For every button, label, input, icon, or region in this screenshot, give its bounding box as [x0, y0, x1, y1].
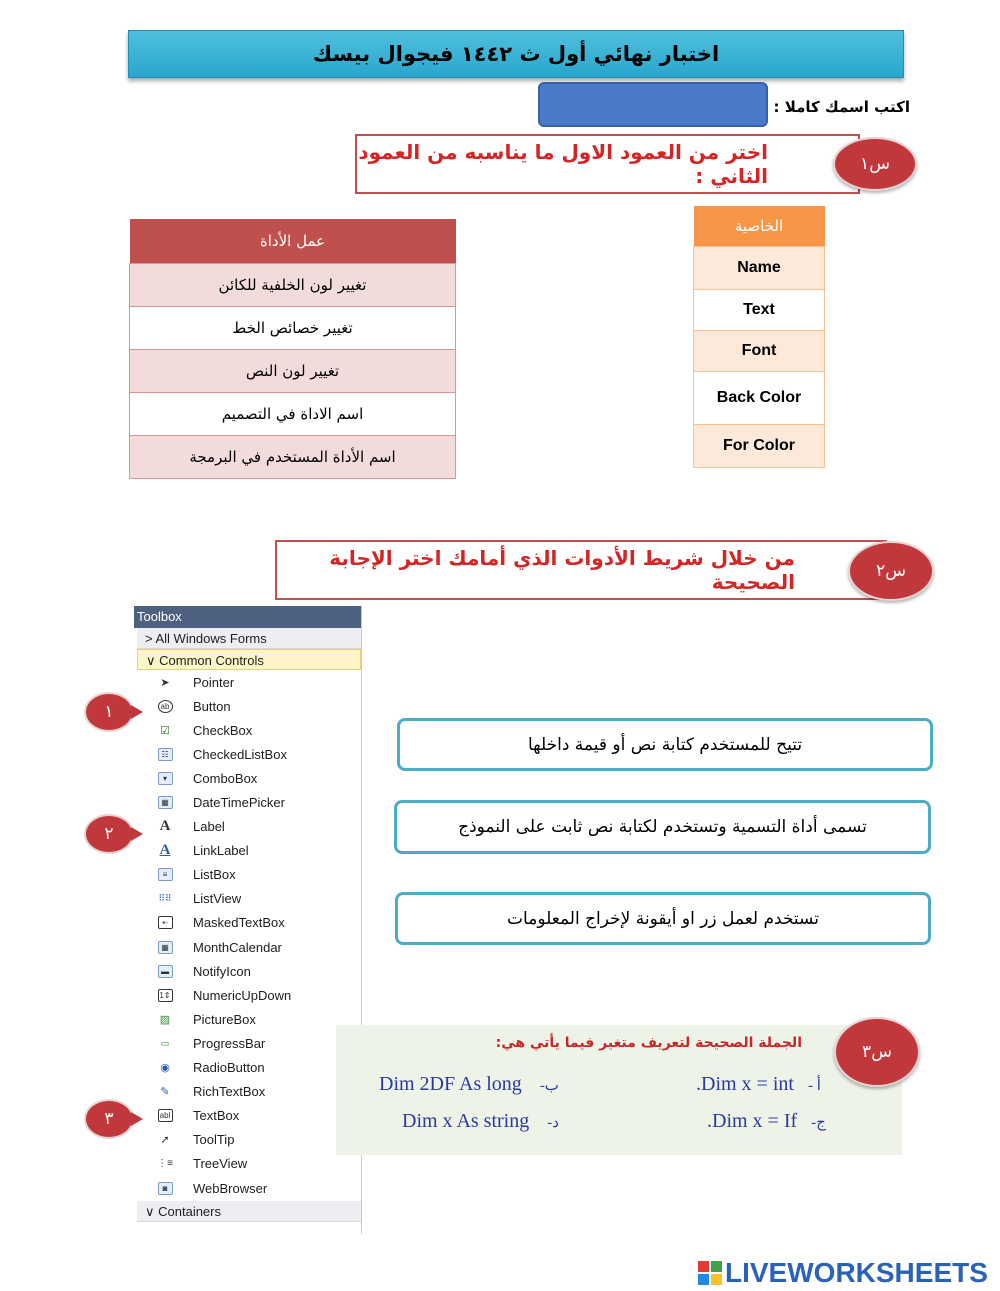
q1-prompt-box	[355, 134, 860, 194]
marker-3	[84, 1099, 143, 1139]
toolbox-item-label: TextBox	[193, 1108, 240, 1124]
toolbox-item-label: Label	[193, 819, 225, 835]
toolbox-item-label: Button	[193, 698, 231, 714]
webbrowser-icon: ◙	[157, 1180, 173, 1196]
progressbar-icon: ▭	[160, 1037, 170, 1048]
toolbox-item-label: PictureBox	[193, 1011, 256, 1027]
monthcalendar-icon: ▦	[157, 939, 173, 955]
property-table-header: الخاصية	[694, 206, 825, 246]
toolbox-item-checkbox[interactable]	[134, 718, 361, 742]
arrow-right-icon	[131, 705, 143, 719]
toolbox-item-treeview[interactable]	[134, 1152, 361, 1176]
radiobutton-icon: ◉	[160, 1062, 170, 1075]
answer-option-2[interactable]: تسمى أداة التسمية وتستخدم لكتابة نص ثابت على النموذج	[394, 800, 931, 854]
name-input[interactable]	[538, 82, 768, 127]
toolbox-item-textbox[interactable]	[134, 1104, 361, 1128]
toolbox-item-label: NumericUpDown	[193, 987, 292, 1003]
toolbox-item-label: RadioButton	[193, 1060, 265, 1076]
q3-option-a-text: .Dim x = int	[696, 1073, 794, 1095]
toolbox-item-label: ListView	[193, 891, 242, 907]
q3-option-a[interactable]	[696, 1073, 821, 1096]
listbox-icon: ≡	[157, 867, 173, 883]
richtextbox-icon: ✎	[160, 1086, 170, 1099]
pointer-icon: ➤	[160, 676, 170, 689]
toolbox-item-maskedtextbox[interactable]	[134, 911, 361, 935]
toolbox-group-all[interactable]: > All Windows Forms	[137, 628, 361, 649]
textbox-icon: abl	[157, 1108, 173, 1124]
toolbox-item-listbox[interactable]	[134, 863, 361, 887]
q1-badge: س١	[833, 137, 917, 191]
q1-prompt-text: اختر من العمود الاول ما يناسبه من العمود الثاني :	[358, 140, 768, 188]
toolbox-panel	[134, 606, 362, 1234]
checkbox-icon: ☑	[160, 724, 170, 737]
q2-prompt-text: من خلال شريط الأدوات الذي أمامك اختر الإجابة الصحيحة	[329, 546, 795, 594]
tool-function-table	[129, 219, 456, 479]
toolbox-item-listview[interactable]	[134, 887, 361, 911]
marker-1-badge: ١	[84, 692, 134, 732]
calendar-icon: ▦	[157, 795, 173, 811]
q3-option-c[interactable]	[707, 1110, 826, 1133]
q3-option-c-label: ج-	[811, 1115, 826, 1131]
tool-function-cell[interactable]: اسم الاداة في التصميم	[130, 392, 456, 435]
toolbox-item-webbrowser[interactable]	[134, 1176, 361, 1200]
toolbox-title: Toolbox	[134, 606, 361, 628]
toolbox-item-label: TreeView	[193, 1156, 248, 1172]
name-label: اكتب اسمك كاملا :	[773, 98, 910, 116]
marker-2-badge: ٢	[84, 814, 134, 854]
q3-badge: س٣	[834, 1017, 920, 1087]
toolbox-item-label: DateTimePicker	[193, 795, 285, 811]
q2-prompt-box	[275, 540, 887, 600]
toolbox-item-label: MonthCalendar	[193, 939, 282, 955]
listview-icon: ⠿⠿	[158, 893, 172, 904]
marker-3-badge: ٣	[84, 1099, 134, 1139]
q3-option-d[interactable]	[402, 1110, 559, 1133]
picturebox-icon: ▨	[159, 1013, 171, 1026]
answer-option-3[interactable]: تستخدم لعمل زر او أيقونة لإخراج المعلومات	[395, 892, 931, 945]
toolbox-item-notifyicon[interactable]	[134, 959, 361, 983]
q2-badge: س٢	[848, 541, 934, 601]
property-cell[interactable]: Name	[694, 246, 825, 289]
toolbox-item-pointer[interactable]	[134, 670, 361, 694]
q3-option-b[interactable]	[379, 1073, 559, 1096]
toolbox-item-numericupdown[interactable]	[134, 983, 361, 1007]
q3-option-d-label: د-	[547, 1115, 559, 1131]
logo-grid-icon	[698, 1261, 722, 1285]
checkedlistbox-icon: ☷	[157, 746, 173, 762]
tool-function-cell[interactable]: تغيير خصائص الخط	[130, 306, 456, 349]
toolbox-item-label: RichTextBox	[193, 1084, 266, 1100]
property-cell[interactable]: Back Color	[694, 371, 825, 424]
combobox-icon: ▾	[157, 770, 173, 786]
arrow-right-icon	[131, 827, 143, 841]
worksheet-title: اختبار نهائي أول ث ١٤٤٢ فيجوال بيسك	[128, 30, 904, 78]
toolbox-group-common[interactable]: ∨ Common Controls	[137, 649, 361, 670]
marker-1	[84, 692, 143, 732]
toolbox-item-progressbar[interactable]	[134, 1031, 361, 1055]
q3-panel	[336, 1025, 902, 1155]
tool-function-cell[interactable]: تغيير لون الخلفية للكائن	[130, 263, 456, 306]
toolbox-item-linklabel[interactable]	[134, 839, 361, 863]
label-icon: A	[159, 818, 171, 835]
marker-2	[84, 814, 143, 854]
toolbox-item-label: MaskedTextBox	[193, 915, 285, 931]
toolbox-item-richtextbox[interactable]	[134, 1080, 361, 1104]
button-icon: ab	[157, 698, 173, 714]
logo-text: LIVEWORKSHEETS	[725, 1257, 988, 1288]
toolbox-item-checkedlistbox[interactable]	[134, 742, 361, 766]
property-cell[interactable]: Font	[694, 330, 825, 371]
toolbox-item-label: ListBox	[193, 867, 236, 883]
toolbox-item-label[interactable]	[134, 815, 361, 839]
toolbox-item-label: LinkLabel	[193, 843, 249, 859]
liveworksheets-logo	[698, 1257, 988, 1289]
toolbox-item-label: CheckBox	[193, 722, 253, 738]
toolbox-item-label: NotifyIcon	[193, 963, 251, 979]
q3-option-c-text: .Dim x = If	[707, 1110, 798, 1132]
toolbox-item-label: CheckedListBox	[193, 746, 287, 762]
notifyicon-icon: ▬	[157, 963, 173, 979]
toolbox-item-monthcalendar[interactable]	[134, 935, 361, 959]
toolbox-item-label: WebBrowser	[193, 1180, 268, 1196]
property-cell[interactable]: For Color	[694, 424, 825, 467]
toolbox-group-containers[interactable]: ∨ Containers	[137, 1201, 361, 1222]
tool-table-header: عمل الأداة	[130, 219, 456, 263]
toolbox-item-picturebox[interactable]	[134, 1007, 361, 1031]
q3-option-b-text: Dim 2DF As long	[379, 1073, 522, 1095]
toolbox-item-label: Pointer	[193, 674, 235, 690]
q3-option-a-label: أ -	[807, 1078, 821, 1094]
tool-function-cell[interactable]: تغيير لون النص	[130, 349, 456, 392]
toolbox-item-tooltip[interactable]	[134, 1128, 361, 1152]
q3-option-b-label: ب-	[539, 1078, 559, 1094]
property-table	[693, 206, 825, 468]
toolbox-item-combobox[interactable]	[134, 766, 361, 790]
tool-function-cell[interactable]: اسم الأداة المستخدم في البرمجة	[130, 435, 456, 478]
q3-prompt-text: الجملة الصحيحة لتعريف متغير فيما يأتي هي:	[495, 1035, 802, 1051]
toolbox-item-radiobutton[interactable]	[134, 1056, 361, 1080]
treeview-icon: ⋮≡	[157, 1158, 173, 1170]
arrow-right-icon	[131, 1112, 143, 1126]
toolbox-item-label: ProgressBar	[193, 1035, 266, 1051]
numericupdown-icon: 1⇕	[159, 990, 171, 1000]
property-cell[interactable]: Text	[694, 289, 825, 330]
maskedtextbox-icon: ▪-	[157, 915, 173, 931]
answer-option-1[interactable]: تتيح للمستخدم كتابة نص أو قيمة داخلها	[397, 718, 933, 771]
toolbox-item-button[interactable]	[134, 694, 361, 718]
toolbox-item-datetimepicker[interactable]	[134, 790, 361, 814]
q3-option-d-text: Dim x As string	[402, 1110, 530, 1132]
linklabel-icon: A	[159, 842, 171, 859]
tooltip-icon: ➚	[160, 1134, 170, 1147]
toolbox-item-label: ComboBox	[193, 770, 258, 786]
toolbox-item-label: ToolTip	[193, 1132, 235, 1148]
